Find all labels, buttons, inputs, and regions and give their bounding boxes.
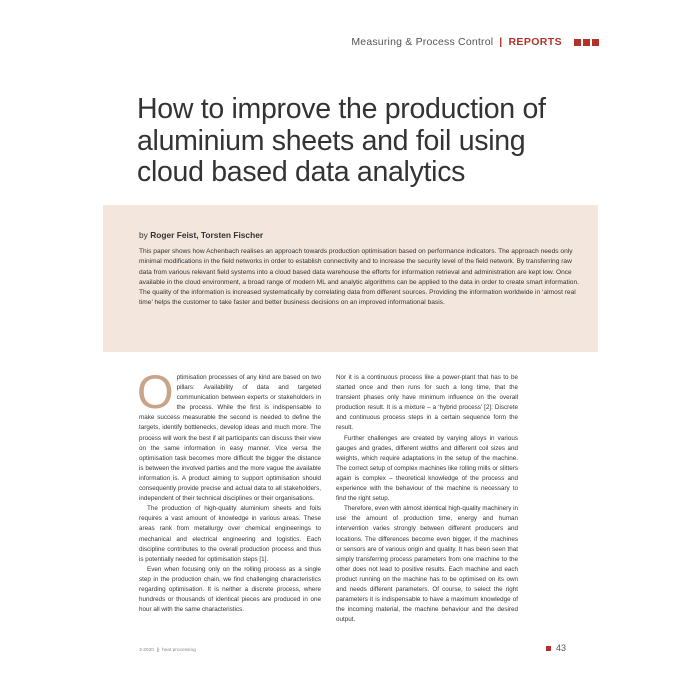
section-name: Measuring & Process Control [351,36,494,48]
byline-authors: Roger Feist, Torsten Fischer [150,230,264,240]
article-title: How to improve the production of aluminium sheets and foil using cloud based data analytics [137,93,546,188]
body-paragraph [137,365,321,504]
byline-prefix: by [139,230,148,240]
running-header [351,36,599,48]
category-label: REPORTS [508,36,562,48]
footer-issue [139,648,196,653]
footer-separator: | [157,648,159,653]
body-paragraph: Even when focusing only on the rolling process as a single step in the production chain, we find challenging characteristics regarding optimisation. It is neither a discrete process, where hundreds or thousands of identical pieces are produced in one hour all with the same characteristics. [139,565,321,614]
magazine-name: heat processing [161,648,196,653]
header-separator: | [499,36,503,48]
paragraph-text: ptimisation processes of any kind are based on two pillars: Availability of data and targeted communication between experts or stakeholders in the process. While the first is indispensable to make success measurable the second is needed to define the targets, identify bottlenecks, develop ideas and much more. The process will work the best if all participants can discuss their view on the same information in easy manner. Vice versa the optimisation task becomes more difficult the bigger the distance is between the involved parties and the more vague the available information is. A product aiming to support optimisation should consequently provide precise and actual data to all stakeholders, independent of their technical disciplines or their organisations. [139,374,321,503]
page-number: 43 [555,643,566,653]
square-icon [574,39,581,46]
body-paragraph: The production of high-quality aluminium sheets and foils requires a vast amount of knowledge in various areas. These areas rank from metallurgy over chemical engineerings to mechanical and electrical engineering and logistics. Each discipline contributes to the overall production process and thus is potentially needed for optimisation steps [1]. [139,505,321,563]
abstract-text: This paper shows how Achenbach realises an approach towards production optimisation based on performance indicators. The approach needs only minimal modifications in the field networks in order to establish connectivity and to increase the security level of the field network. By transferring raw data from various relevant field systems into a cloud based data warehouse the efforts for information retrieval and administration are kept low. Once available in the cloud environment, a broad range of modern ML and analytic algorithms can be applied to the data in order to create smart information. The quality of the information is increased systematically by correlating data from different sources. Providing the information worldwide in ‘almost real time’ helps the customer to take faster and better business decisions on an improved informational basis. [139,248,579,307]
drop-cap: O [137,365,174,418]
byline [139,230,263,240]
header-squares-icon [572,39,599,46]
body-paragraph: Therefore, even with almost identical high-quality machinery in use the amount of production time, energy and human intervention varies strongly between different producers and locations. The differences become even bigger, if the machines or sensors are of various origin and quality. It has been seen that simply transferring process parameters from one machine to the other does not lead to positive results. Each machine and each product running on the machine has to be optimised on its own and needs different parameters. Of course, to select the right parameters it is indispensable to have a maximum knowledge of the incoming material, the machine behaviour and the desired output. [336,505,518,624]
body-column-right [336,373,518,625]
issue-number: 3-2020 [139,648,154,653]
square-icon [592,39,599,46]
square-icon [546,646,551,651]
body-paragraph: Further challenges are created by varying alloys in various gauges and grades, different widths and different coil sizes and weights, which require adaptations in the setup of the machine. The correct setup of complex machines like rolling mills or slitters again is complex – theoretical knowledge of the process and experience with the behaviour of the machine is necessary to find the right setup. [336,434,518,503]
square-icon [583,39,590,46]
page-number-block [546,643,566,653]
body-column-left [137,365,321,615]
body-paragraph: Nor it is a continuous process like a power-plant that has to be started once and then runs for such a long time, that the transient phases only have minimum influence on the overall production result. It is a mixture – a ‘hybrid process’ [2]: Discrete and continuous process steps in a certain sequence form the result. [336,374,518,432]
